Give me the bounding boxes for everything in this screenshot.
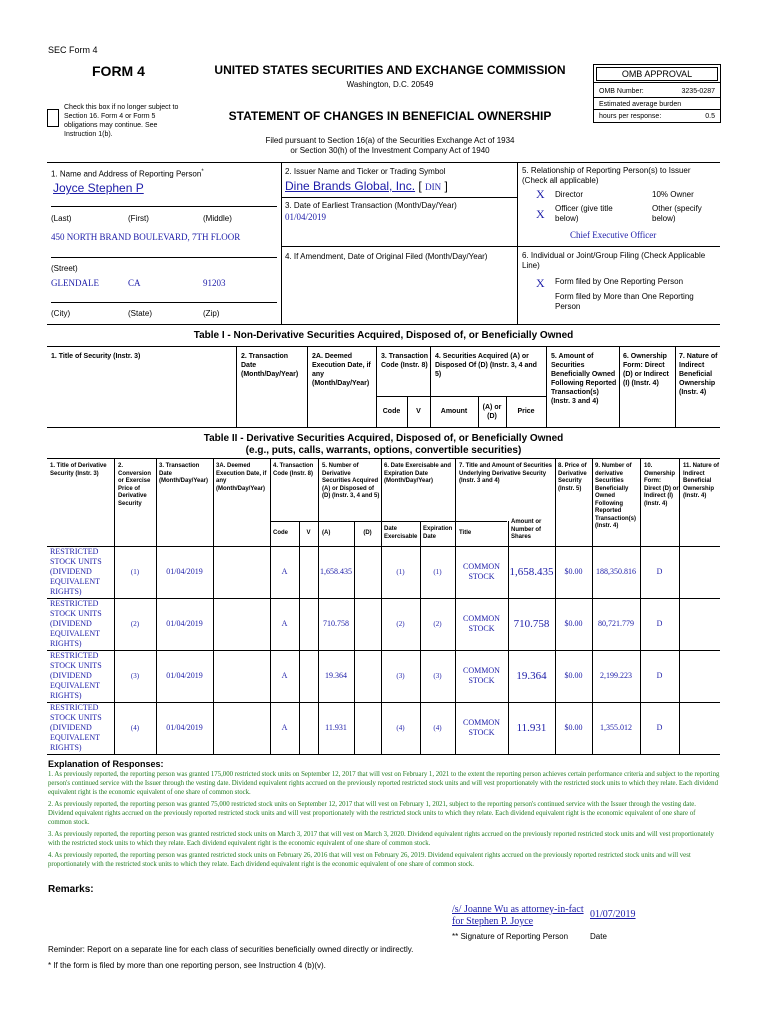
t2-h-underlying: 7. Title and Amount of Securities Underlying Derivative Security (Instr. 3 and 4): [459, 463, 553, 484]
ticker-symbol: DIN: [425, 182, 442, 192]
t2-row-expiration: (2): [433, 619, 442, 628]
t2-h-ownership-form: 10. Ownership Form: Direct (D) or Indirect (I) (Instr. 4): [644, 463, 679, 507]
t2-row-date-exercisable: (3): [396, 671, 405, 680]
box1-label: 1. Name and Address of Reporting Person*: [51, 169, 204, 179]
t1-h-v: V: [416, 408, 421, 415]
t2-h-title: 1. Title of Derivative Security (Instr. 3): [50, 463, 107, 477]
t2-row-owned: 80,721.779: [598, 619, 634, 628]
reporting-person-name[interactable]: Joyce Stephen P: [53, 181, 144, 195]
box5-label: 5. Relationship of Reporting Person(s) to Issuer (Check all applicable): [522, 166, 691, 185]
one-reporting-person-label: Form filed by One Reporting Person: [555, 277, 684, 286]
issuer: Dine Brands Global, Inc. [ DIN ]: [285, 179, 448, 193]
t2-row-underlying-title: COMMON STOCK: [463, 718, 500, 737]
t2-row-conversion: (1): [130, 567, 140, 576]
t2-row-underlying-title: COMMON STOCK: [463, 614, 500, 633]
t2-row-conversion: (4): [130, 723, 140, 732]
t2-row-acquired: 710.758: [323, 619, 349, 628]
omb-title: OMB APPROVAL: [621, 69, 693, 79]
signature-date: 01/07/2019: [590, 909, 636, 920]
ten-percent-owner-label: 10% Owner: [652, 190, 694, 199]
t2-row-ownership-form: D: [656, 671, 663, 680]
omb-burden-label: Estimated average burden: [599, 101, 682, 108]
officer-label: Officer (give title below): [555, 204, 613, 223]
t2-row-price: $0.00: [564, 619, 583, 628]
t2-row-security-title: RESTRICTED STOCK UNITS (DIVIDEND EQUIVALENT RIGHTS): [50, 547, 102, 596]
t1-h-deemed-date: 2A. Deemed Execution Date, if any (Month/Day/Year): [312, 353, 371, 387]
t2-row-expiration: (1): [433, 567, 442, 576]
t2-h-price: 8. Price of Derivative Security (Instr. 5): [558, 463, 587, 492]
commission-location: Washington, D.C. 20549: [346, 80, 434, 89]
t2-h-owned: 9. Number of derivative Securities Beneficially Owned Following Reported Transaction(s) (Instr. 4): [595, 463, 637, 529]
sec-form-label: SEC Form 4: [48, 45, 98, 55]
box4-label: 4. If Amendment, Date of Original Filed (Month/Day/Year): [285, 252, 488, 261]
t2-row-security-title: RESTRICTED STOCK UNITS (DIVIDEND EQUIVALENT RIGHTS): [50, 651, 102, 700]
state-label: (State): [128, 309, 153, 318]
first-name-label: (First): [128, 214, 149, 223]
t2-row-price: $0.00: [564, 671, 583, 680]
t2-row-ownership-form: D: [656, 567, 663, 576]
explanation-item: 4. As previously reported, the reporting person was granted restricted stock units on February 26, 2016 that will vest on February 26, 2019. Dividend equivalent rights accrued on the previously reported restricted stock units and will vest proportionately with the restricted stock units to which they relate. Each dividend equivalent right is the economic equivalent of one share of common stock.: [48, 852, 691, 868]
t2-h-amount-shares: Amount or Number of Shares: [511, 519, 542, 540]
t2-row-price: $0.00: [564, 567, 583, 576]
issuer-name[interactable]: Dine Brands Global, Inc.: [285, 179, 416, 193]
no-longer-subject-checkbox[interactable]: [47, 109, 59, 127]
t2-h-d: (D): [363, 529, 372, 536]
t2-row-date: 01/04/2019: [166, 619, 203, 628]
box6-label: 6. Individual or Joint/Group Filing (Check Applicable Line): [522, 251, 706, 270]
t2-row-owned: 1,355.012: [600, 723, 632, 732]
one-reporting-person-mark[interactable]: X: [536, 276, 545, 290]
explanation-title: Explanation of Responses:: [48, 759, 164, 769]
t1-h-code: Code: [382, 408, 401, 415]
state-value: CA: [128, 278, 141, 288]
checkbox-instruction: Check this box if no longer subject to Section 16. Form 4 or Form 5 obligations may continue. See Instruction 1(b).: [64, 104, 179, 138]
t2-h-v: V: [306, 529, 311, 536]
t2-row-amount: 710.758: [513, 618, 550, 630]
t2-row-code: A: [281, 619, 288, 628]
t2-row-date-exercisable: (2): [396, 619, 405, 628]
t1-h-transaction-code: 3. Transaction Code (Instr. 8): [381, 353, 429, 369]
director-label: Director: [555, 190, 584, 199]
t1-h-a-or-d: (A) or (D): [482, 403, 502, 420]
omb-hours-value: 0.5: [705, 113, 715, 120]
t2-row-security-title: RESTRICTED STOCK UNITS (DIVIDEND EQUIVALENT RIGHTS): [50, 703, 102, 752]
t1-h-amount: Amount: [440, 408, 468, 415]
more-reporting-persons-label: Form filed by More than One Reporting Person: [555, 292, 694, 311]
filed-pursuant-line1: Filed pursuant to Section 16(a) of the Securities Exchange Act of 1934: [265, 136, 515, 145]
zip-value: 91203: [203, 278, 226, 288]
t2-row-underlying-title: COMMON STOCK: [463, 562, 500, 581]
explanation-list: [48, 770, 720, 869]
explanation-item: 1. As previously reported, the reporting person was granted 175,000 restricted stock units on September 12, 2017 that will vest on February 1, 2021 to the extent the reporting person achieves certain performance criteria and subject to the reporting person's continued service with the Issuer through the vesting date. Dividend equivalent rights accrued on the previously reported restricted stock units and will vest proportionately with the restricted stock units to which they relate. Each dividend equivalent right is the economic equivalent of one share of common stock.: [48, 771, 720, 796]
t1-h-title: 1. Title of Security (Instr. 3): [51, 353, 141, 360]
t1-h-nature: 7. Nature of Indirect Beneficial Ownership (Instr. 4): [679, 353, 718, 396]
form-number: FORM 4: [92, 63, 145, 79]
t2-row-date-exercisable: (4): [396, 723, 405, 732]
explanation-item: 3. As previously reported, the reporting person was granted restricted stock units on March 3, 2017 that will vest on March 3, 2020. Dividend equivalent rights accrued on the previously reported restricted stock units and will vest proportionately with the restricted stock units to which they relate. Each dividend equivalent right is the economic equivalent of one share of common stock.: [48, 831, 714, 847]
t1-h-transaction-date: 2. Transaction Date (Month/Day/Year): [241, 353, 299, 378]
director-mark[interactable]: X: [536, 187, 545, 201]
t2-row-security-title: RESTRICTED STOCK UNITS (DIVIDEND EQUIVALENT RIGHTS): [50, 599, 102, 648]
multiple-persons-note: * If the form is filed by more than one reporting person, see Instruction 4 (b)(v).: [48, 961, 326, 970]
t2-row-code: A: [281, 567, 288, 576]
t2-row-ownership-form: D: [656, 619, 663, 628]
t2-row-amount: 19.364: [516, 670, 547, 682]
t2-h-transaction-date: 3. Transaction Date (Month/Day/Year): [159, 463, 209, 484]
t1-h-amount-owned: 5. Amount of Securities Beneficially Owned Following Reported Transaction(s) (Instr. 3 and 4): [551, 353, 617, 405]
t2-row-date: 01/04/2019: [166, 723, 203, 732]
t2-row-date-exercisable: (1): [396, 567, 405, 576]
t2-h-conversion-price: 2. Conversion or Exercise Price of Derivative Security: [118, 463, 152, 507]
t2-h-derivative-number: 5. Number of Derivative Securities Acquired (A) or Disposed of (D) (Instr. 3, 4 and 5): [322, 463, 380, 499]
t2-h-code: Code: [273, 529, 288, 536]
explanation-item: 2. As previously reported, the reporting person was granted 75,000 restricted stock units on September 12, 2017 that will vest on February 1, 2021, subject to the reporting person's continued service with the Issuer through the vesting date. Dividend equivalent rights accrued on the previously reported restricted stock units and will vest proportionately with the restricted stock units to which they relate. Each dividend equivalent right is the economic equivalent of one share of common stock.: [48, 801, 696, 826]
t1-h-ownership-form: 6. Ownership Form: Direct (D) or Indirect (I) (Instr. 4): [623, 353, 669, 387]
t2-row-code: A: [281, 671, 288, 680]
t2-row-acquired: 19.364: [325, 671, 347, 680]
date-label: Date: [590, 932, 607, 941]
t1-h-price: Price: [517, 408, 535, 415]
t2-h-exercise-dates: 6. Date Exercisable and Expiration Date (Month/Day/Year): [384, 463, 452, 484]
statement-title: STATEMENT OF CHANGES IN BENEFICIAL OWNERSHIP: [228, 109, 552, 123]
officer-mark[interactable]: X: [536, 207, 545, 221]
t2-row-acquired: 11.931: [325, 723, 347, 732]
middle-name-label: (Middle): [203, 214, 232, 223]
box3-label: 3. Date of Earliest Transaction (Month/Day/Year): [285, 201, 457, 210]
omb-hours-label: hours per response:: [599, 113, 662, 120]
t1-h-securities: 4. Securities Acquired (A) or Disposed Of (D) (Instr. 3, 4 and 5): [435, 353, 537, 378]
t2-h-expiration-date: Expiration Date: [423, 526, 453, 540]
remarks-title: Remarks:: [48, 884, 94, 895]
t2-row-conversion: (2): [130, 619, 140, 628]
table1-title: Table I - Non-Derivative Securities Acquired, Disposed of, or Beneficially Owned: [193, 330, 574, 341]
filed-pursuant-line2: or Section 30(h) of the Investment Company Act of 1940: [290, 146, 490, 155]
zip-label: (Zip): [203, 309, 220, 318]
t2-row-code: A: [281, 723, 288, 732]
box2-label: 2. Issuer Name and Ticker or Trading Symbol: [285, 167, 446, 176]
last-name-label: (Last): [51, 214, 72, 223]
signature-label: ** Signature of Reporting Person: [452, 932, 569, 941]
t2-row-date: 01/04/2019: [166, 671, 203, 680]
officer-title: Chief Executive Officer: [570, 230, 657, 240]
t2-row-ownership-form: D: [656, 723, 663, 732]
city-label: (City): [51, 309, 71, 318]
t2-h-deemed-date: 3A. Deemed Execution Date, if any (Month/Day/Year): [216, 463, 267, 492]
signature-name: /s/ Joanne Wu as attorney-in-fact for Stephen P. Joyce: [452, 904, 584, 927]
omb-number-value: 3235-0287: [681, 88, 715, 95]
omb-number-label: OMB Number:: [599, 88, 644, 95]
t2-h-transaction-code: 4. Transaction Code (Instr. 8): [273, 463, 314, 477]
t2-row-acquired: 1,658.435: [320, 567, 352, 576]
street-label: (Street): [51, 264, 78, 273]
other-label: Other (specify below): [652, 204, 702, 223]
t2-h-nature: 11. Nature of Indirect Beneficial Ownership (Instr. 4): [683, 463, 720, 499]
earliest-transaction-date: 01/04/2019: [285, 212, 327, 222]
table2-title: Table II - Derivative Securities Acquired, Disposed of, or Beneficially Owned: [203, 433, 564, 444]
t2-row-expiration: (3): [433, 671, 442, 680]
table2-subtitle: (e.g., puts, calls, warrants, options, convertible securities): [245, 445, 522, 456]
t2-row-conversion: (3): [130, 671, 140, 680]
t2-row-expiration: (4): [433, 723, 442, 732]
reminder-note: Reminder: Report on a separate line for each class of securities beneficially owned directly or indirectly.: [48, 945, 414, 954]
commission-title: UNITED STATES SECURITIES AND EXCHANGE COMMISSION: [214, 63, 566, 77]
street-address: 450 NORTH BRAND BOULEVARD, 7TH FLOOR: [51, 232, 241, 242]
t2-row-owned: 188,350.816: [596, 567, 636, 576]
t2-row-price: $0.00: [564, 723, 583, 732]
omb-approval-box: [593, 64, 721, 123]
t2-h-a: (A): [322, 529, 331, 536]
t2-row-underlying-title: COMMON STOCK: [463, 666, 500, 685]
t2-row-date: 01/04/2019: [166, 567, 203, 576]
city-value: GLENDALE: [51, 278, 99, 288]
t2-h-date-exercisable: Date Exercisable: [384, 526, 418, 540]
t2-row-amount: 1,658.435: [509, 566, 554, 578]
t2-row-owned: 2,199.223: [600, 671, 632, 680]
t2-row-amount: 11.931: [516, 722, 547, 734]
t2-h-underlying-title: Title: [459, 529, 472, 536]
